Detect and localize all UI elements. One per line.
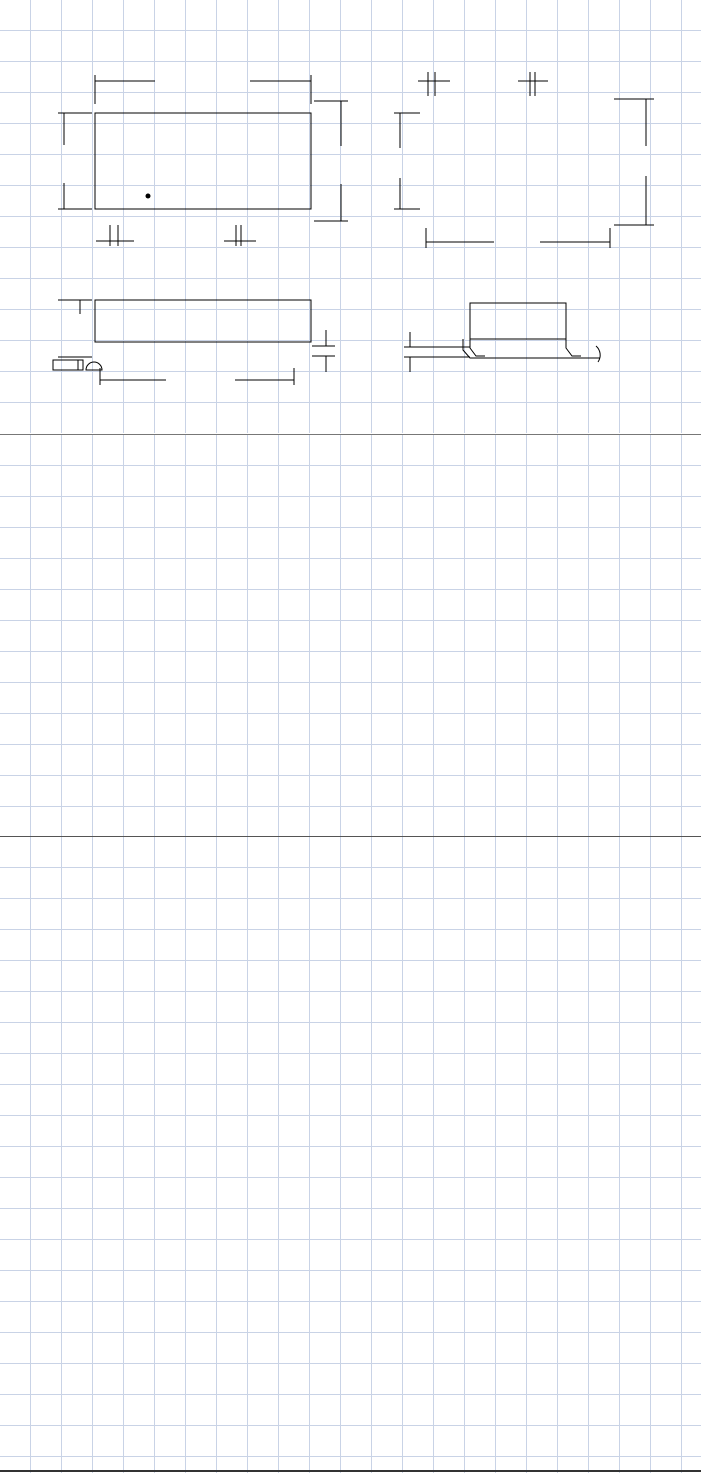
specs-section xyxy=(0,836,701,1473)
bottom-border xyxy=(0,1470,701,1472)
foot-view-body xyxy=(470,303,566,339)
schematics-section xyxy=(0,434,701,836)
mechanical-drawing xyxy=(0,0,701,433)
schematic-drawing xyxy=(0,435,701,835)
side-view-body xyxy=(95,300,311,342)
mechanical-section xyxy=(0,0,701,433)
top-view-body xyxy=(95,113,311,209)
